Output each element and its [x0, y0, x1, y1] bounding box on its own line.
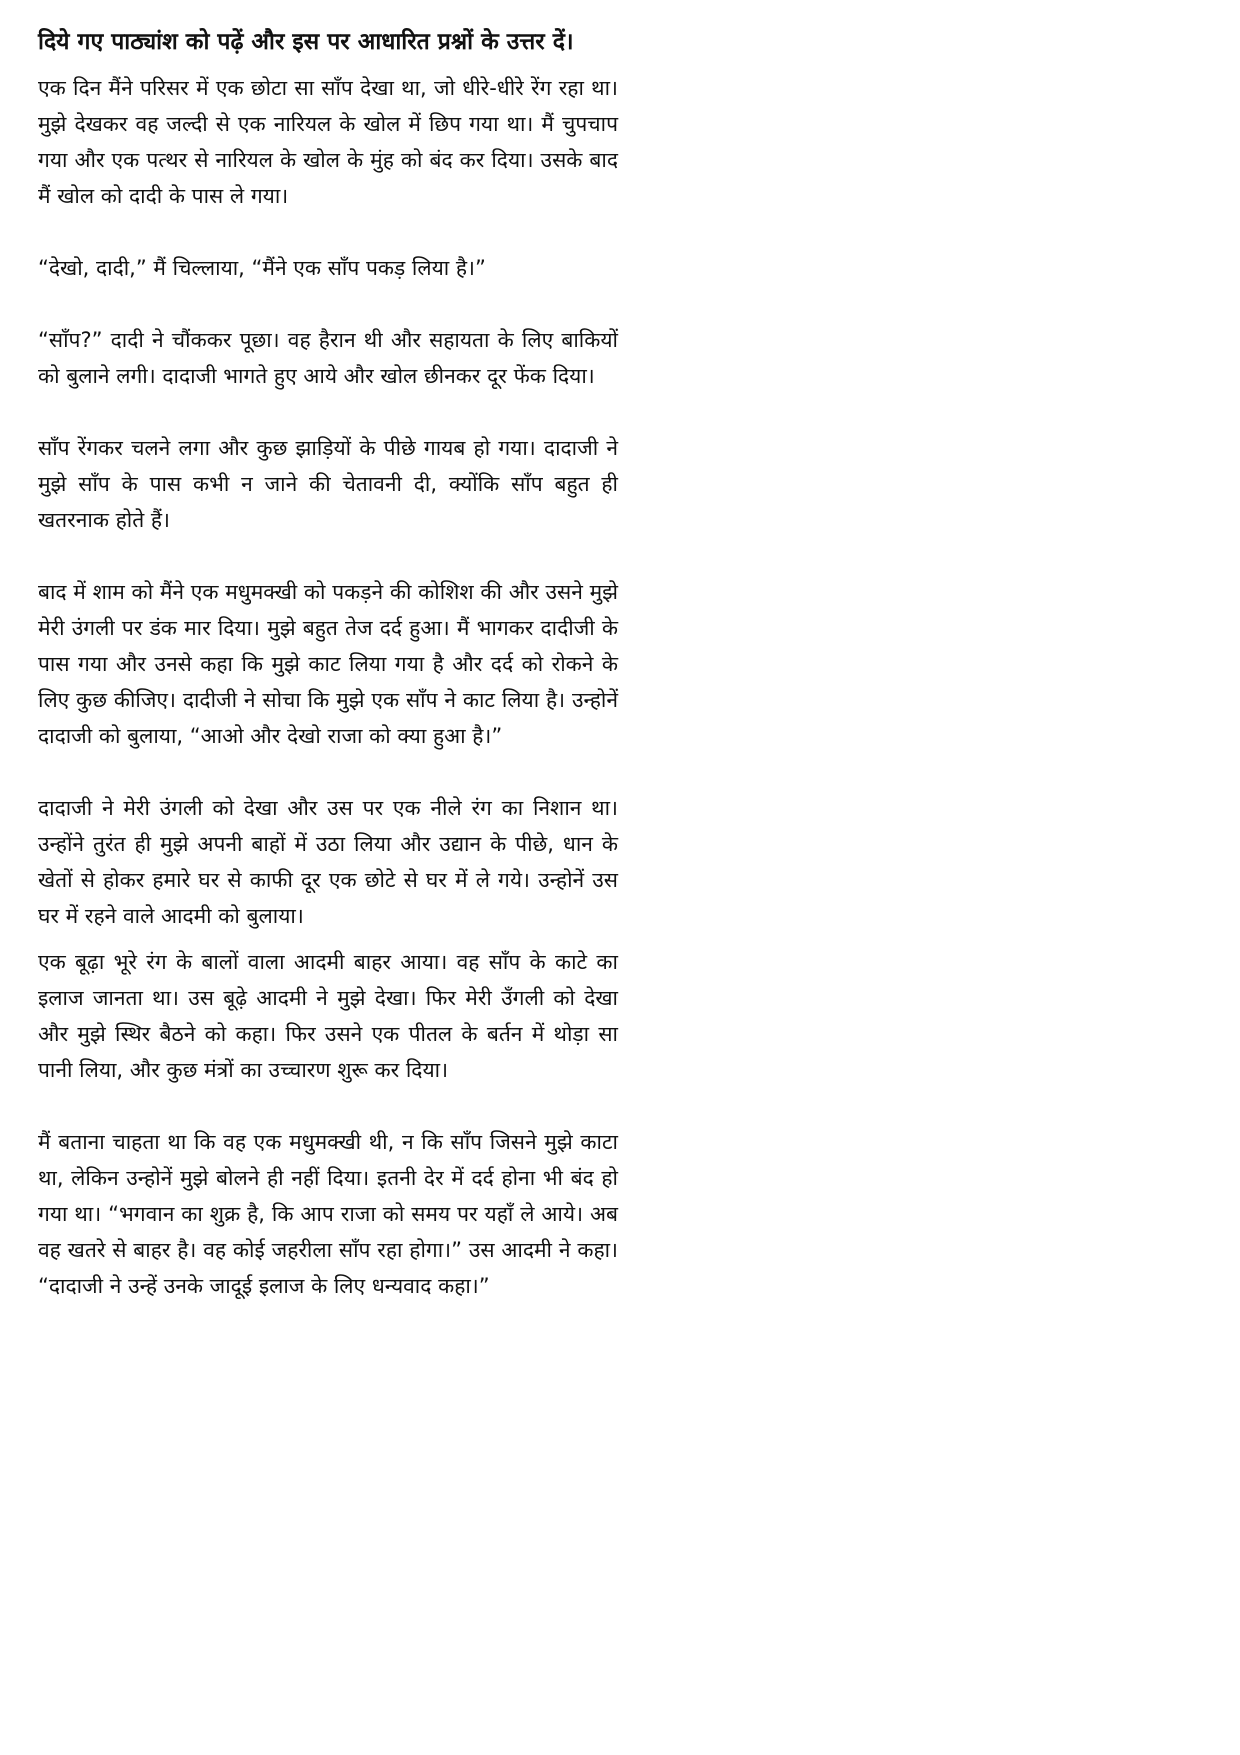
instruction-heading: दिये गए पाठ्यांश को पढ़ें और इस पर आधारित प्रश्नों के उत्तर दें।: [38, 29, 574, 55]
paragraph-1: एक दिन मैंने परिसर में एक छोटा सा साँप देखा था, जो धीरे-धीरे रेंग रहा था। मुझे देखकर वह जल्दी से एक नारियल के खोल में छिप गया था। मैं चुपचाप गया और एक पत्थर से नारियल के खोल के मुंह को बंद कर दिया। उसके बाद मैं खोल को दादी के पास ले गया।: [38, 76, 618, 208]
paragraph-3: “साँप?” दादी ने चौंककर पूछा। वह हैरान थी और सहायता के लिए बाकियों को बुलाने लगी। दादाजी भागते हुए आये और खोल छीनकर दूर फेंक दिया।: [38, 328, 618, 388]
paragraph-6: दादाजी ने मेरी उंगली को देखा और उस पर एक नीले रंग का निशान था। उन्होंने तुरंत ही मुझे अपनी बाहों में उठा लिया और उद्यान के पीछे, धान के खेतों से होकर हमारे घर से काफी दूर एक छोटे से घर में ले गये। उन्होनें उस घर में रहने वाले आदमी को बुलाया।: [38, 796, 618, 928]
paragraph-gap: [38, 394, 618, 430]
paragraph-gap: [38, 934, 618, 944]
paragraph-4: साँप रेंगकर चलने लगा और कुछ झाड़ियों के पीछे गायब हो गया। दादाजी ने मुझे साँप के पास कभी न जाने की चेतावनी दी, क्योंकि साँप बहुत ही खतरनाक होते हैं।: [38, 436, 618, 532]
paragraph-5: बाद में शाम को मैंने एक मधुमक्खी को पकड़ने की कोशिश की और उसने मुझे मेरी उंगली पर डंक मार दिया। मुझे बहुत तेज दर्द हुआ। मैं भागकर दादीजी के पास गया और उनसे कहा कि मुझे काट लिया गया है और दर्द को रोकने के लिए कुछ कीजिए। दादीजी ने सोचा कि मुझे एक साँप ने काट लिया है। उन्होनें दादाजी को बुलाया, “आओ और देखो राजा को क्या हुआ है।”: [38, 580, 618, 748]
paragraph-8: मैं बताना चाहता था कि वह एक मधुमक्खी थी, न कि साँप जिसने मुझे काटा था, लेकिन उन्होनें मुझे बोलने ही नहीं दिया। इतनी देर में दर्द होना भी बंद हो गया था। “भगवान का शुक्र है, कि आप राजा को समय पर यहाँ ले आये। अब वह खतरे से बाहर है। वह कोई जहरीला साँप रहा होगा।” उस आदमी ने कहा। “दादाजी ने उन्हें उनके जादूई इलाज के लिए धन्यवाद कहा।”: [38, 1130, 618, 1298]
paragraph-gap: [38, 754, 618, 790]
paragraph-7: एक बूढ़ा भूरे रंग के बालों वाला आदमी बाहर आया। वह साँप के काटे का इलाज जानता था। उस बूढ़े आदमी ने मुझे देखा। फिर मेरी उँगली को देखा और मुझे स्थिर बैठने को कहा। फिर उसने एक पीतल के बर्तन में थोड़ा सा पानी लिया, और कुछ मंत्रों का उच्चारण शुरू कर दिया।: [38, 950, 618, 1082]
paragraph-2: “देखो, दादी,” मैं चिल्लाया, “मैंने एक साँप पकड़ लिया है।”: [38, 256, 486, 280]
paragraph-gap: [38, 538, 618, 574]
document-page: [38, 22, 618, 1304]
paragraph-gap: [38, 1088, 618, 1124]
paragraph-gap: [38, 286, 618, 322]
paragraph-gap: [38, 214, 618, 250]
